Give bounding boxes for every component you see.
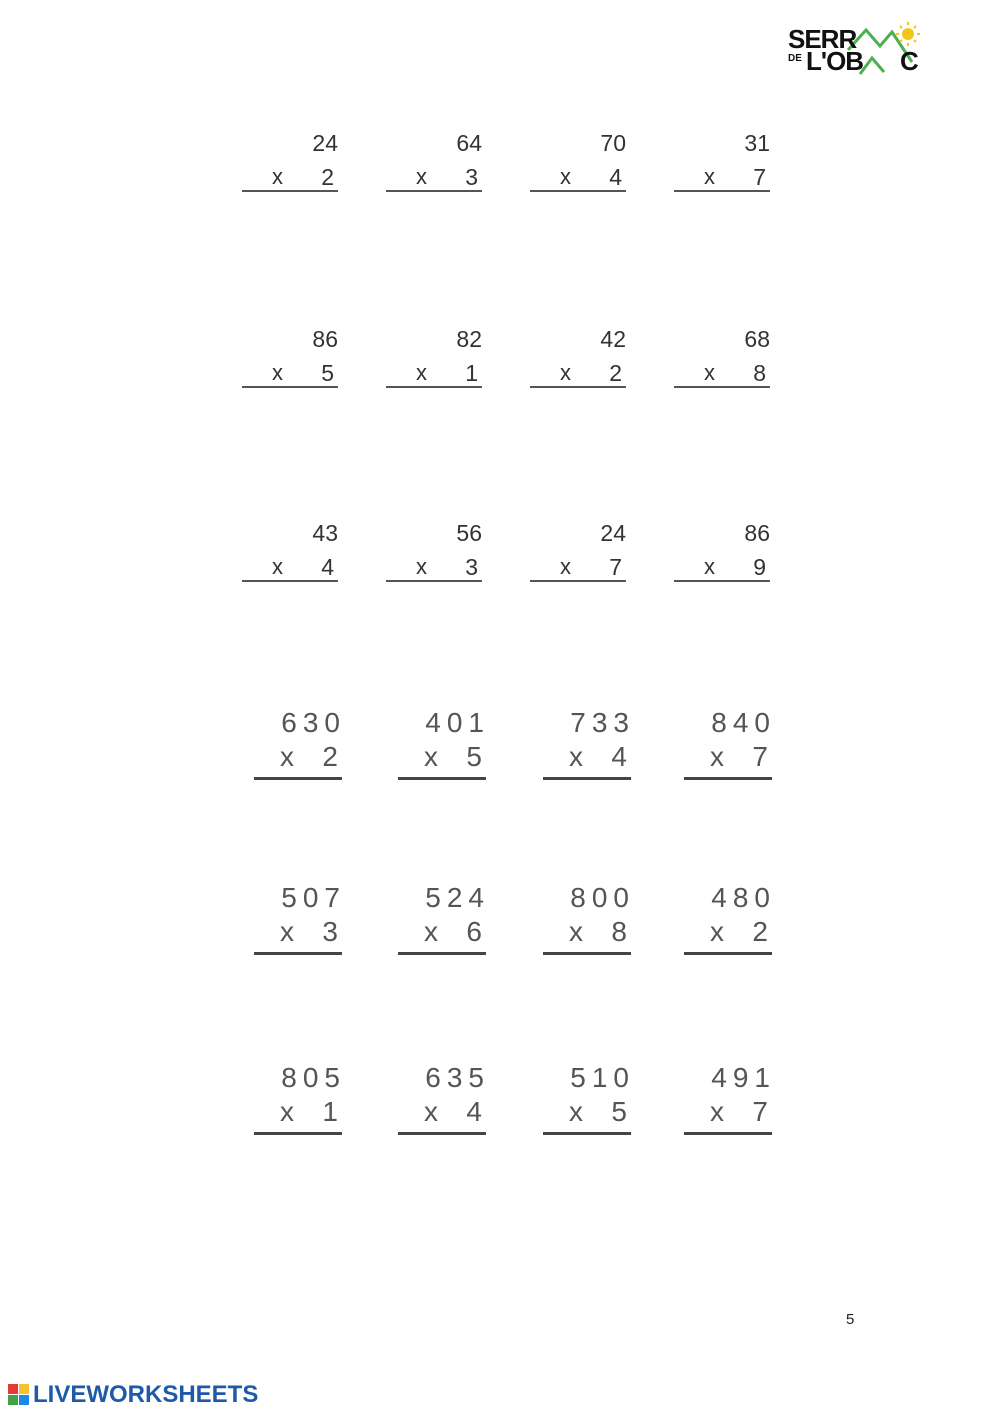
times-sign: x [710, 741, 724, 772]
multiplier: 2 [752, 916, 768, 947]
multiplication-problem [684, 882, 776, 947]
multiplier: 1 [465, 360, 478, 386]
logo-text-line2: L'OB [806, 46, 864, 76]
multiplicand: 630 [281, 707, 346, 738]
multiplier: 4 [611, 741, 627, 772]
multiplier: 4 [321, 554, 334, 580]
multiplier: 6 [466, 916, 482, 947]
multiplicand: 42 [600, 326, 626, 352]
multiplicand: 64 [456, 130, 482, 156]
multiplicand: 43 [312, 520, 338, 546]
multiplication-problem [530, 520, 626, 580]
multiplier: 3 [465, 164, 478, 190]
times-sign: x [416, 164, 427, 189]
answer-line [684, 1132, 772, 1135]
multiplicand: 507 [281, 882, 346, 913]
answer-line [674, 190, 770, 192]
multiplier: 7 [753, 164, 766, 190]
multiplicand: 401 [425, 707, 490, 738]
serra-de-lobac-logo [788, 22, 928, 78]
multiplier: 5 [466, 741, 482, 772]
multiplication-problem [674, 520, 770, 580]
multiplication-problem [684, 707, 776, 772]
multiplication-problem [398, 882, 490, 947]
multiplication-problem [543, 882, 635, 947]
multiplication-problem [530, 130, 626, 190]
page-number: 5 [846, 1311, 855, 1328]
logo-text-line2-end: C [900, 46, 918, 76]
multiplication-problem [254, 707, 346, 772]
multiplication-problem [530, 326, 626, 386]
times-sign: x [280, 741, 294, 772]
multiplicand: 86 [744, 520, 770, 546]
times-sign: x [272, 554, 283, 579]
multiplicand: 82 [456, 326, 482, 352]
answer-line [254, 952, 342, 955]
times-sign: x [560, 554, 571, 579]
answer-line [684, 952, 772, 955]
times-sign: x [424, 1096, 438, 1127]
multiplier: 5 [611, 1096, 627, 1127]
multiplier: 3 [465, 554, 478, 580]
answer-line [242, 386, 338, 388]
logo-text-line1: SERR [788, 24, 857, 54]
times-sign: x [416, 360, 427, 385]
answer-line [242, 190, 338, 192]
logo-text-small: DE [788, 53, 802, 64]
answer-line [674, 386, 770, 388]
answer-line [254, 777, 342, 780]
multiplication-problem [543, 1062, 635, 1127]
answer-line [684, 777, 772, 780]
multiplication-problem [386, 130, 482, 190]
multiplication-problem [386, 326, 482, 386]
multiplication-problem [254, 882, 346, 947]
answer-line [398, 952, 486, 955]
multiplicand: 800 [570, 882, 635, 913]
multiplication-problem [242, 130, 338, 190]
multiplicand: 31 [744, 130, 770, 156]
answer-line [530, 580, 626, 582]
multiplication-problem [242, 326, 338, 386]
multiplication-problem [254, 1062, 346, 1127]
times-sign: x [416, 554, 427, 579]
multiplication-problem [684, 1062, 776, 1127]
times-sign: x [569, 916, 583, 947]
times-sign: x [272, 360, 283, 385]
multiplier: 1 [322, 1096, 338, 1127]
times-sign: x [704, 554, 715, 579]
multiplication-problem [242, 520, 338, 580]
answer-line [674, 580, 770, 582]
multiplicand: 840 [711, 707, 776, 738]
answer-line [254, 1132, 342, 1135]
multiplier: 2 [322, 741, 338, 772]
multiplicand: 524 [425, 882, 490, 913]
multiplier: 7 [609, 554, 622, 580]
multiplicand: 56 [456, 520, 482, 546]
multiplier: 2 [321, 164, 334, 190]
multiplicand: 24 [600, 520, 626, 546]
multiplicand: 805 [281, 1062, 346, 1093]
multiplicand: 491 [711, 1062, 776, 1093]
times-sign: x [280, 1096, 294, 1127]
multiplicand: 733 [570, 707, 635, 738]
answer-line [398, 1132, 486, 1135]
footer-brand [8, 1382, 258, 1408]
liveworksheets-brand: LIVEWORKSHEETS [33, 1381, 259, 1408]
multiplier: 7 [752, 741, 768, 772]
answer-line [530, 386, 626, 388]
answer-line [398, 777, 486, 780]
answer-line [386, 580, 482, 582]
multiplier: 2 [609, 360, 622, 386]
times-sign: x [710, 1096, 724, 1127]
times-sign: x [272, 164, 283, 189]
multiplicand: 70 [600, 130, 626, 156]
times-sign: x [569, 741, 583, 772]
multiplicand: 480 [711, 882, 776, 913]
times-sign: x [424, 741, 438, 772]
multiplier: 4 [466, 1096, 482, 1127]
multiplier: 3 [322, 916, 338, 947]
times-sign: x [710, 916, 724, 947]
times-sign: x [280, 916, 294, 947]
times-sign: x [569, 1096, 583, 1127]
multiplier: 8 [753, 360, 766, 386]
answer-line [543, 777, 631, 780]
answer-line [386, 386, 482, 388]
multiplication-problem [386, 520, 482, 580]
multiplier: 8 [611, 916, 627, 947]
multiplier: 9 [753, 554, 766, 580]
multiplicand: 24 [312, 130, 338, 156]
multiplicand: 635 [425, 1062, 490, 1093]
multiplier: 7 [752, 1096, 768, 1127]
times-sign: x [560, 164, 571, 189]
multiplicand: 510 [570, 1062, 635, 1093]
multiplication-problem [398, 707, 490, 772]
answer-line [543, 952, 631, 955]
times-sign: x [560, 360, 571, 385]
times-sign: x [704, 164, 715, 189]
times-sign: x [704, 360, 715, 385]
times-sign: x [424, 916, 438, 947]
multiplier: 5 [321, 360, 334, 386]
multiplicand: 86 [312, 326, 338, 352]
answer-line [386, 190, 482, 192]
liveworksheets-logo-icon [8, 1384, 30, 1406]
answer-line [543, 1132, 631, 1135]
multiplicand: 68 [744, 326, 770, 352]
multiplication-problem [674, 326, 770, 386]
multiplication-problem [543, 707, 635, 772]
answer-line [242, 580, 338, 582]
multiplier: 4 [609, 164, 622, 190]
multiplication-problem [674, 130, 770, 190]
multiplication-problem [398, 1062, 490, 1127]
answer-line [530, 190, 626, 192]
